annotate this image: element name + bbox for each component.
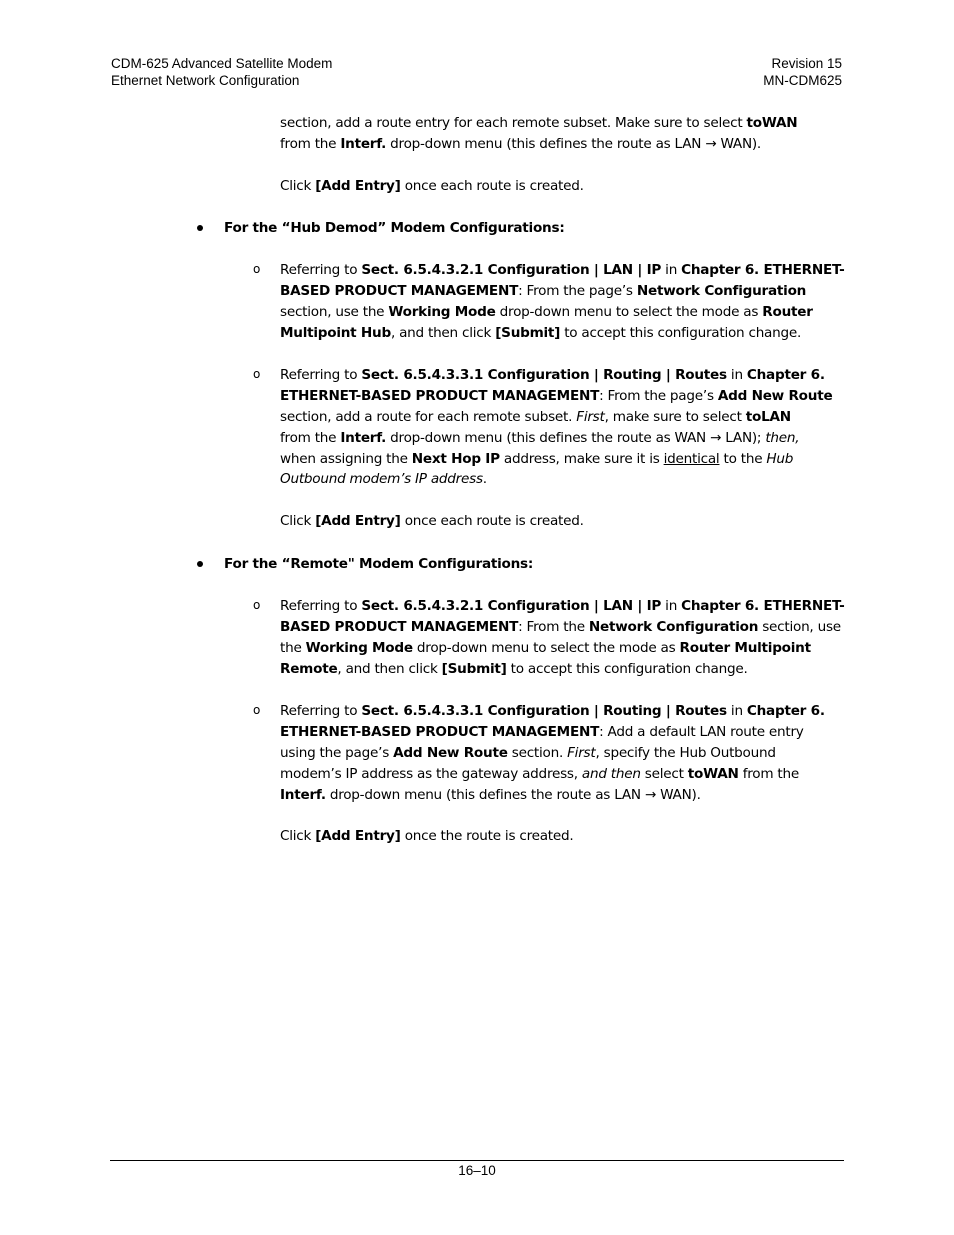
text-bold: Sect. 6.5.4.3.2.1 Configuration | LAN | IP [361,598,662,614]
text-run: select [640,765,688,782]
text-bold: Add New Route [717,387,833,404]
sub-bullet-marker: o [253,703,261,717]
text-run: Referring to [280,367,362,383]
remote-item-routes [280,701,846,805]
text-run: Click [280,513,316,529]
text-bold: ETHERNET-BASED PRODUCT MANAGEMENT [280,723,600,740]
continued-paragraph [280,113,846,155]
text-italic: Outbound modem’s IP address [280,471,483,488]
click-instruction [280,826,846,847]
chapter-title: Ethernet Network Configuration [111,72,300,88]
sub-bullet-marker: o [253,598,261,612]
text-run: Referring to [280,598,362,614]
text-run: section, add a route entry for each remote subset. Make sure to select [280,115,747,131]
section-heading: For the “Hub Demod” Modem Configurations: [224,220,565,236]
text-run: when assigning the [280,450,412,467]
hub-item-lan-ip [280,260,846,344]
text-run: : From the page’s [518,282,637,299]
text-bold: BASED PRODUCT MANAGEMENT [280,282,519,299]
text-bold: Network Configuration [636,282,807,299]
text-bold: Sect. 6.5.4.3.2.1 Configuration | LAN | IP [361,262,662,278]
text-run: Referring to [280,262,362,278]
text-italic: Hub [766,450,794,467]
running-header-left [111,56,332,89]
text-italic: and then [581,765,641,782]
text-bold: Interf. [280,786,326,803]
text-bold: toLAN [745,408,791,425]
text-run: from the [280,429,341,446]
text-run: , and then click [337,660,442,677]
text-bold: [Add Entry] [315,178,401,194]
text-bold: Remote [280,660,338,677]
text-run: from the [738,765,799,782]
text-run: once each route is created. [400,513,584,529]
text-run: : From the [518,618,589,635]
text-bold: Sect. 6.5.4.3.3.1 Configuration | Routing | Routes [361,367,727,383]
text-run: to accept this configuration change. [506,660,748,677]
text-run: to accept this configuration change. [560,324,802,341]
text-run: modem’s IP address as the gateway address, [280,765,582,782]
text-run: drop-down menu to select the mode as [495,303,763,320]
text-bold: [Submit] [495,324,561,341]
text-run: drop-down menu (this defines the route as LAN → WAN). [386,135,761,152]
click-instruction [280,176,846,197]
text-run: Referring to [280,703,362,719]
text-run: drop-down menu (this defines the route as WAN → LAN); [386,429,766,446]
text-bold: Multipoint Hub [280,324,391,341]
text-bold: Sect. 6.5.4.3.3.1 Configuration | Routing | Routes [361,703,727,719]
text-run: once the route is created. [400,828,574,844]
text-bold: Router [762,303,813,320]
text-run: , specify the Hub Outbound [595,744,776,761]
text-bold: toWAN [687,765,739,782]
text-run: Click [280,828,316,844]
text-run: from the [280,135,341,152]
text-bold: Network Configuration [588,618,759,635]
text-run: in [726,367,747,383]
text-run: in [661,262,682,278]
text-italic: First [576,408,605,425]
text-bold: Chapter 6. ETHERNET- [681,598,845,614]
text-bold: Interf. [340,135,387,152]
text-run: once each route is created. [400,178,584,194]
footer-divider [110,1160,844,1161]
text-bold: Router Multipoint [679,639,811,656]
text-bold: ETHERNET-BASED PRODUCT MANAGEMENT [280,387,600,404]
text-run: the [280,639,306,656]
hub-item-routes [280,365,846,490]
text-run: , make sure to select [604,408,746,425]
text-bold: Interf. [340,429,387,446]
text-run: Click [280,178,316,194]
text-run: : From the page’s [599,387,718,404]
text-run: drop-down menu to select the mode as [412,639,680,656]
text-run: in [726,703,747,719]
sub-bullet-marker: o [253,367,261,381]
text-run: drop-down menu (this defines the route as LAN → WAN). [325,786,701,803]
text-run: section, use [758,618,841,635]
text-bold: BASED PRODUCT MANAGEMENT [280,618,519,635]
sub-bullet-marker: o [253,262,261,276]
text-bold: Working Mode [388,303,496,320]
running-header-right [763,56,842,89]
text-run: section, use the [280,303,389,320]
revision-label: Revision 15 [771,56,842,71]
text-bold: Working Mode [305,639,413,656]
text-run: section. [507,744,568,761]
text-italic: then, [765,429,800,446]
text-run: , and then click [390,324,496,341]
text-bold: Next Hop IP [411,450,500,467]
section-heading: For the “Remote" Modem Configurations: [224,556,534,572]
text-run: using the page’s [280,744,394,761]
text-run: : Add a default LAN route entry [599,723,804,740]
document-title: CDM-625 Advanced Satellite Modem [111,56,333,71]
text-run: section, add a route for each remote subset. [280,408,577,425]
text-run: in [661,598,682,614]
text-bold: [Submit] [441,660,507,677]
text-bold: [Add Entry] [315,828,401,844]
text-bold: Chapter 6. [746,703,825,719]
text-run: address, make sure it is [499,450,664,467]
text-bold: Chapter 6. [746,367,825,383]
page-number: 16–10 [458,1163,496,1178]
text-bold: Chapter 6. ETHERNET- [681,262,845,278]
text-underline: identical [663,450,720,467]
remote-item-lan-ip [280,596,846,680]
text-run: . [482,471,487,488]
text-italic: First [567,744,596,761]
document-number: MN-CDM625 [763,72,842,88]
text-bold: Add New Route [393,744,508,761]
text-bold: [Add Entry] [315,513,401,529]
text-run: to the [719,450,767,467]
text-bold: toWAN [746,115,798,131]
click-instruction [280,511,846,532]
